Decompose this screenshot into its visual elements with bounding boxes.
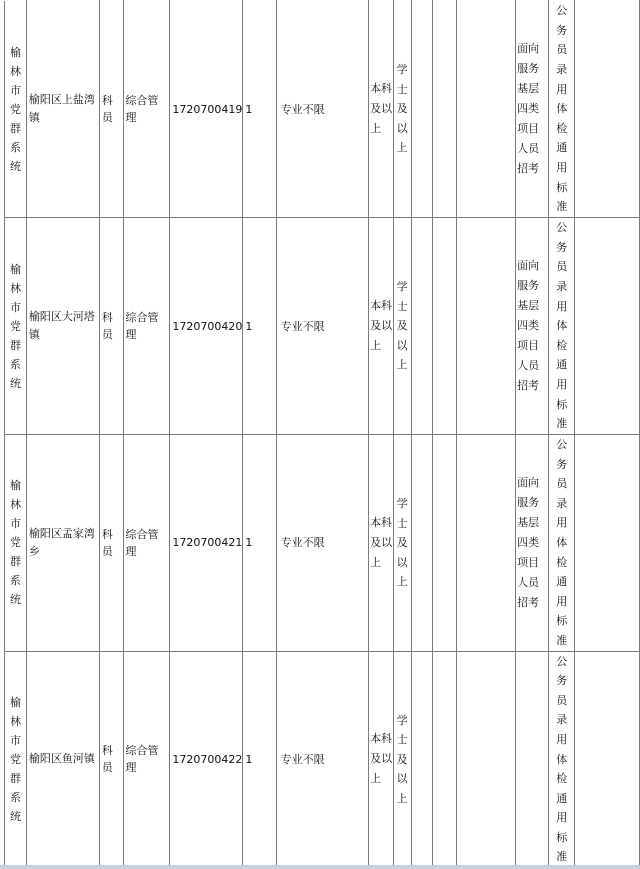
empty-cell: [575, 218, 640, 435]
hire-count-cell: 1: [243, 435, 276, 652]
system-text: 榆 林 市 党 群 系 统: [10, 695, 21, 823]
education-cell: 本科及以上: [369, 435, 394, 652]
hire-count-cell: 1: [243, 218, 276, 435]
physical-standard-cell: [549, 218, 575, 435]
empty-cell: [432, 435, 456, 652]
empty-cell: [457, 218, 516, 435]
position-type-cell: 综合管理: [123, 651, 170, 868]
empty-cell: [432, 1, 456, 218]
exam-category-cell: 面向服务基层四类项目人员招考: [516, 435, 549, 652]
degree-text: 学 士 及 以 上: [396, 713, 408, 805]
exam-category-cell: 面向服务基层四类项目人员招考: [516, 1, 549, 218]
education-cell: 本科及以上: [369, 218, 394, 435]
degree-cell: [393, 651, 411, 868]
education-cell: 本科及以上: [369, 651, 394, 868]
empty-cell: [457, 1, 516, 218]
table-row: [5, 651, 640, 868]
empty-cell: [432, 218, 456, 435]
physical-standard-cell: [549, 651, 575, 868]
table-row: [5, 218, 640, 435]
table-row: [5, 435, 640, 652]
system-cell: [5, 218, 27, 435]
hire-count-cell: 1: [243, 651, 276, 868]
table-row: [5, 1, 640, 218]
system-text: 榆 林 市 党 群 系 统: [10, 262, 21, 390]
empty-cell: [457, 435, 516, 652]
degree-text: 学 士 及 以 上: [396, 280, 408, 372]
education-cell: 本科及以上: [369, 1, 394, 218]
system-cell: [5, 435, 27, 652]
physical-standard-cell: [549, 1, 575, 218]
system-cell: [5, 1, 27, 218]
position-code-cell: 1720700420: [170, 218, 243, 435]
position-type-cell: 综合管理: [123, 218, 170, 435]
degree-cell: [393, 218, 411, 435]
exam-category-cell: 面向服务基层四类项目人员招考: [516, 218, 549, 435]
major-cell: 专业不限: [276, 1, 368, 218]
window-bottom-bar: [0, 865, 640, 869]
empty-cell: [432, 651, 456, 868]
recruitment-table: [4, 0, 640, 868]
department-cell: 榆阳区鱼河镇: [26, 651, 99, 868]
physical-standard-text: 公 务 员 录 用 体 检 通 用 标 准: [556, 4, 568, 214]
degree-cell: [393, 435, 411, 652]
empty-cell: [457, 651, 516, 868]
position-type-cell: 综合管理: [123, 435, 170, 652]
department-cell: 榆阳区孟家湾乡: [26, 435, 99, 652]
position-cell: 科员: [99, 1, 123, 218]
physical-standard-text: 公 务 员 录 用 体 检 通 用 标 准: [556, 221, 568, 431]
table-body: [5, 1, 640, 868]
position-cell: 科员: [99, 218, 123, 435]
empty-cell: [575, 435, 640, 652]
physical-standard-text: 公 务 员 录 用 体 检 通 用 标 准: [556, 654, 568, 864]
department-cell: 榆阳区大河塔镇: [26, 218, 99, 435]
degree-cell: [393, 1, 411, 218]
major-cell: 专业不限: [276, 651, 368, 868]
exam-category-cell: [516, 651, 549, 868]
major-cell: 专业不限: [276, 218, 368, 435]
system-text: 榆 林 市 党 群 系 统: [10, 45, 21, 173]
degree-text: 学 士 及 以 上: [396, 497, 408, 589]
physical-standard-text: 公 务 员 录 用 体 检 通 用 标 准: [556, 438, 568, 647]
empty-cell: [575, 1, 640, 218]
degree-text: 学 士 及 以 上: [396, 63, 408, 155]
empty-cell: [411, 218, 432, 435]
hire-count-cell: 1: [243, 1, 276, 218]
position-cell: 科员: [99, 651, 123, 868]
position-code-cell: 1720700422: [170, 651, 243, 868]
empty-cell: [575, 651, 640, 868]
empty-cell: [411, 1, 432, 218]
physical-standard-cell: [549, 435, 575, 652]
position-code-cell: 1720700419: [170, 1, 243, 218]
department-cell: 榆阳区上盐湾镇: [26, 1, 99, 218]
system-cell: [5, 651, 27, 868]
empty-cell: [411, 651, 432, 868]
position-cell: 科员: [99, 435, 123, 652]
position-code-cell: 1720700421: [170, 435, 243, 652]
major-cell: 专业不限: [276, 435, 368, 652]
position-type-cell: 综合管理: [123, 1, 170, 218]
system-text: 榆 林 市 党 群 系 统: [10, 479, 21, 607]
empty-cell: [411, 435, 432, 652]
